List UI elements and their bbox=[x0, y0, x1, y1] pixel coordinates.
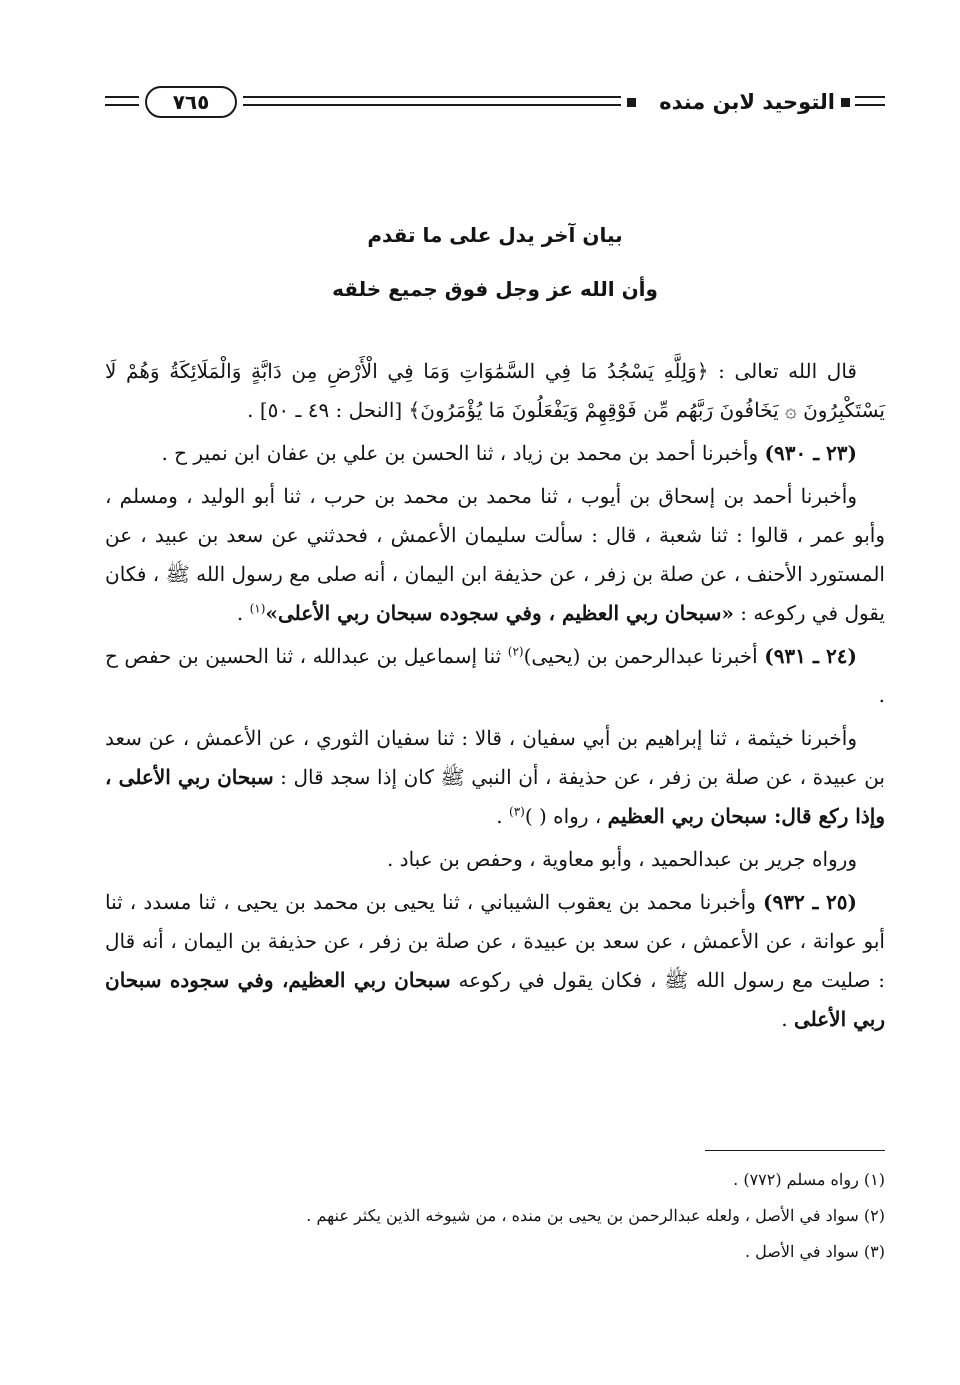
paragraph-end: . bbox=[496, 804, 509, 828]
running-title: التوحيد لابن منده bbox=[659, 90, 835, 114]
hadith-matn: سبحان ربي العظيم، وفي سجوده سبحان ربي الأعلى bbox=[105, 968, 885, 1031]
footnote-3: (٣) سواد في الأصل . bbox=[744, 1242, 885, 1261]
paragraph-text: وأخبرنا أحمد بن إسحاق بن أيوب ، ثنا محمد بن محمد بن حرب ، ثنا أبو الوليد ، ومسلم ، وأبو عمر ، قالوا : ثنا شعبة ، قال : سألت سليمان الأعمش ، فحدثني عن سعد بن عبيد ، عن المستورد الأحنف ، عن صلة بن زفر ، عن حذيفة ابن اليمان ، أنه صلى مع رسول الله ﷺ ، فكان يقول في ركوعه : bbox=[105, 484, 885, 625]
hadith-matn: سبحان ربي الأعلى ، وإذا ركع قال: سبحان ربي العظيم bbox=[105, 765, 885, 828]
hadith-number: (٢٤ ـ ٩٣١) bbox=[764, 644, 857, 668]
chapter-title-line-1: بيان آخر يدل على ما تقدم bbox=[367, 223, 623, 247]
paragraph-hadith-931 bbox=[105, 637, 885, 715]
paragraph-isnad bbox=[105, 719, 885, 836]
paragraph-text: ورواه جرير بن عبدالحميد ، وأبو معاوية ، وحفص بن عباد . bbox=[386, 847, 857, 871]
paragraph-narrators bbox=[105, 840, 885, 879]
paragraph-isnad bbox=[105, 477, 885, 633]
paragraph-text: وأخبرنا أحمد بن محمد بن زياد ، ثنا الحسن بن علي بن عفان ابن نمير ح . bbox=[161, 441, 765, 465]
paragraph-quran-quote bbox=[105, 352, 885, 430]
header-rule-right bbox=[855, 96, 885, 98]
header-rule-middle bbox=[243, 104, 621, 106]
paragraph-end: . bbox=[236, 601, 250, 625]
header-rule-left bbox=[105, 96, 139, 98]
header-square-ornament bbox=[841, 98, 850, 107]
paragraph-text: قال الله تعالى : ﴿وَلِلَّهِ يَسْجُدُ مَا فِي السَّمَٰوَاتِ وَمَا فِي الْأَرْضِ مِن دَابَّةٍ وَالْمَلَائِكَةُ وَهُمْ لَا يَسْتَكْبِرُونَ ۞ يَخَافُونَ رَبَّهُم مِّن فَوْقِهِمْ وَيَفْعَلُونَ مَا يُؤْمَرُونَ﴾ [النحل : ٤٩ ـ ٥٠] . bbox=[105, 359, 885, 422]
paragraph-text: وأخبرنا محمد بن يعقوب الشيباني ، ثنا يحيى بن محمد بن يحيى ، ثنا مسدد ، ثنا أبو عوانة ، عن الأعمش ، عن سعد بن عبيدة ، عن صلة بن زفر ، عن حذيفة بن اليمان ، أنه قال : صليت مع رسول الله ﷺ ، فكان يقول في ركوعه bbox=[105, 890, 885, 992]
footnote-1: (١) رواه مسلم (٧٧٢) . bbox=[733, 1170, 885, 1189]
footnotes bbox=[105, 1162, 885, 1270]
running-header bbox=[105, 84, 885, 124]
chapter-title-line-2: وأن الله عز وجل فوق جميع خلقه bbox=[332, 277, 658, 301]
page-number: ٧٦٥ bbox=[145, 86, 237, 118]
footnote-2: (٢) سواد في الأصل ، ولعله عبدالرحمن بن يحيى بن منده ، من شيوخه الذين يكثر عنهم . bbox=[306, 1206, 885, 1225]
header-rule-left bbox=[105, 104, 139, 106]
paragraph-text: وأخبرنا خيثمة ، ثنا إبراهيم بن أبي سفيان ، قالا : ثنا سفيان الثوري ، عن الأعمش ، عن سعد بن عبيدة ، عن صلة بن زفر ، عن حذيفة ، أن النبي ﷺ كان إذا سجد قال : bbox=[105, 726, 885, 789]
paragraph-hadith-930 bbox=[105, 434, 885, 473]
header-rule-middle bbox=[243, 96, 621, 98]
hadith-number: (٢٣ ـ ٩٣٠) bbox=[764, 441, 857, 465]
footnote-separator bbox=[705, 1150, 885, 1151]
header-rule-right bbox=[855, 104, 885, 106]
footnote-ref: (٣) bbox=[509, 804, 525, 819]
chapter-title bbox=[105, 208, 885, 316]
paragraph-text: ثنا إسماعيل بن عبدالله ، ثنا الحسين بن حفص ح . bbox=[105, 644, 885, 707]
paragraph-end: . bbox=[781, 1007, 794, 1031]
paragraph-hadith-932 bbox=[105, 883, 885, 1039]
hadith-number: (٢٥ ـ ٩٣٢) bbox=[763, 890, 857, 914]
body-text bbox=[105, 352, 885, 1043]
footnote-ref: (٢) bbox=[507, 644, 524, 659]
paragraph-text: أخبرنا عبدالرحمن بن (يحيى) bbox=[523, 644, 765, 668]
paragraph-text: ، رواه ( ) bbox=[524, 804, 608, 828]
hadith-matn: «سبحان ربي العظيم ، وفي سجوده سبحان ربي الأعلى» bbox=[265, 601, 734, 625]
footnote-ref: (١) bbox=[249, 601, 266, 616]
